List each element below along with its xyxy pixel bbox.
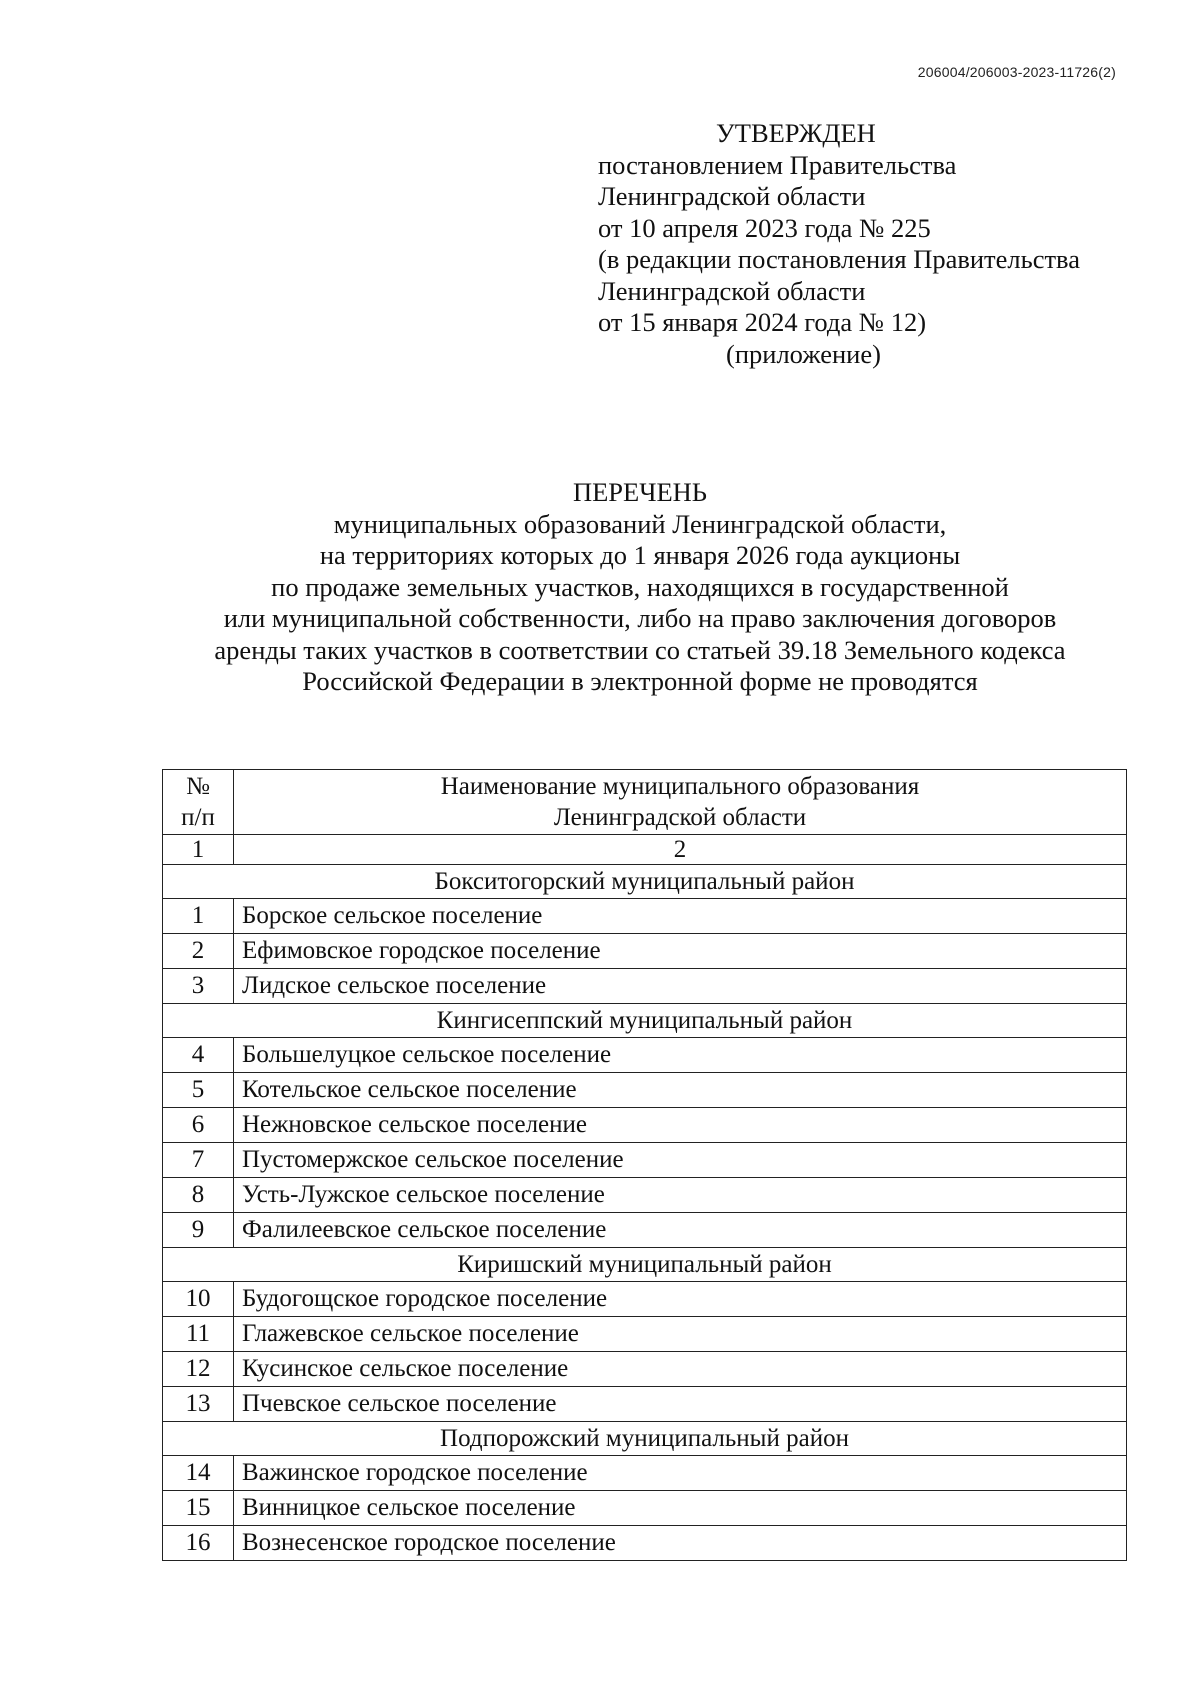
row-number: 9: [163, 1213, 234, 1248]
row-name: Усть-Лужское сельское поселение: [234, 1178, 1127, 1213]
row-number: 3: [163, 969, 234, 1004]
table-row: [163, 1038, 1127, 1073]
list-subtitle-line: по продаже земельных участков, находящихся в государственной: [271, 571, 1009, 602]
table-row: [163, 969, 1127, 1004]
table-row: [163, 1282, 1127, 1317]
table-row: [163, 899, 1127, 934]
approval-appendix: (приложение): [726, 338, 881, 369]
header-name-line: Наименование муниципального образования: [440, 773, 920, 800]
table-row: [163, 1108, 1127, 1143]
header-name-line: Ленинградской области: [553, 804, 807, 831]
list-subtitle-line: на территориях которых до 1 января 2026 года аукционы: [319, 540, 961, 570]
district-row: [163, 865, 1127, 899]
column-index-cell: 1: [163, 835, 234, 865]
row-number: 15: [163, 1491, 234, 1526]
column-index-cell: 2: [234, 835, 1127, 865]
district-row: [163, 1422, 1127, 1456]
row-name: Ефимовское городское поселение: [234, 934, 1127, 969]
document-id: 206004/206003-2023-11726(2): [917, 64, 1116, 80]
table-row: [163, 1352, 1127, 1387]
district-name: Бокситогорский муниципальный район: [163, 865, 1127, 899]
row-number: 13: [163, 1387, 234, 1422]
table-row: [163, 1491, 1127, 1526]
table-row: [163, 1317, 1127, 1352]
list-subtitle-line: аренды таких участков в соответствии со статьей 39.18 Земельного кодекса: [214, 634, 1066, 665]
table-row: [163, 1387, 1127, 1422]
list-subtitle-line: или муниципальной собственности, либо на право заключения договоров: [223, 603, 1057, 633]
district-name: Киришский муниципальный район: [163, 1248, 1127, 1282]
approval-line: (в редакции постановления Правительства: [598, 244, 1080, 274]
row-number: 1: [163, 899, 234, 934]
list-heading: [0, 477, 1200, 698]
row-name: Важинское городское поселение: [234, 1456, 1127, 1491]
row-number: 10: [163, 1282, 234, 1317]
table-row: [163, 1143, 1127, 1178]
row-number: 6: [163, 1108, 234, 1143]
column-index-row: [163, 835, 1127, 865]
row-name: Большелуцкое сельское поселение: [234, 1038, 1127, 1073]
approval-line: от 15 января 2024 года № 12): [598, 307, 927, 337]
row-number: 14: [163, 1456, 234, 1491]
table-row: [163, 1178, 1127, 1213]
row-number: 4: [163, 1038, 234, 1073]
district-row: [163, 1004, 1127, 1038]
approval-block: [598, 118, 1138, 370]
municipalities-table: [162, 769, 1127, 1561]
row-number: 7: [163, 1143, 234, 1178]
row-name: Глажевское сельское поселение: [234, 1317, 1127, 1352]
row-name: Вознесенское городское поселение: [234, 1526, 1127, 1561]
row-name: Будогощское городское поселение: [234, 1282, 1127, 1317]
table-row: [163, 1456, 1127, 1491]
row-number: 2: [163, 934, 234, 969]
approval-line: постановлением Правительства: [598, 149, 957, 180]
row-name: Кусинское сельское поселение: [234, 1352, 1127, 1387]
row-number: 12: [163, 1352, 234, 1387]
district-name: Подпорожский муниципальный район: [163, 1422, 1127, 1456]
header-number-symbol: №: [186, 773, 210, 800]
approval-line: Ленинградской области: [598, 181, 866, 211]
row-name: Пчевское сельское поселение: [234, 1387, 1127, 1422]
row-name: Фалилеевское сельское поселение: [234, 1213, 1127, 1248]
district-name: Кингисеппский муниципальный район: [163, 1004, 1127, 1038]
approval-line: от 10 апреля 2023 года № 225: [598, 212, 931, 243]
table-row: [163, 934, 1127, 969]
row-number: 8: [163, 1178, 234, 1213]
list-subtitle-line: муниципальных образований Ленинградской области,: [333, 508, 947, 539]
header-number-cell: [163, 770, 234, 835]
row-name: Пустомержское сельское поселение: [234, 1143, 1127, 1178]
row-name: Лидское сельское поселение: [234, 969, 1127, 1004]
table-row: [163, 1526, 1127, 1561]
list-subtitle-line: Российской Федерации в электронной форме не проводятся: [302, 666, 978, 696]
table-header-row: [163, 770, 1127, 835]
approval-line: Ленинградской области: [598, 275, 866, 306]
row-number: 11: [163, 1317, 234, 1352]
table-row: [163, 1213, 1127, 1248]
row-name: Нежновское сельское поселение: [234, 1108, 1127, 1143]
header-name-cell: [234, 770, 1127, 835]
header-number-abbr: п/п: [181, 804, 215, 831]
district-row: [163, 1248, 1127, 1282]
table-row: [163, 1073, 1127, 1108]
row-name: Котельское сельское поселение: [234, 1073, 1127, 1108]
list-title: ПЕРЕЧЕНЬ: [572, 477, 707, 507]
row-number: 16: [163, 1526, 234, 1561]
approval-title: УТВЕРЖДЕН: [716, 118, 876, 148]
row-number: 5: [163, 1073, 234, 1108]
row-name: Борское сельское поселение: [234, 899, 1127, 934]
row-name: Винницкое сельское поселение: [234, 1491, 1127, 1526]
